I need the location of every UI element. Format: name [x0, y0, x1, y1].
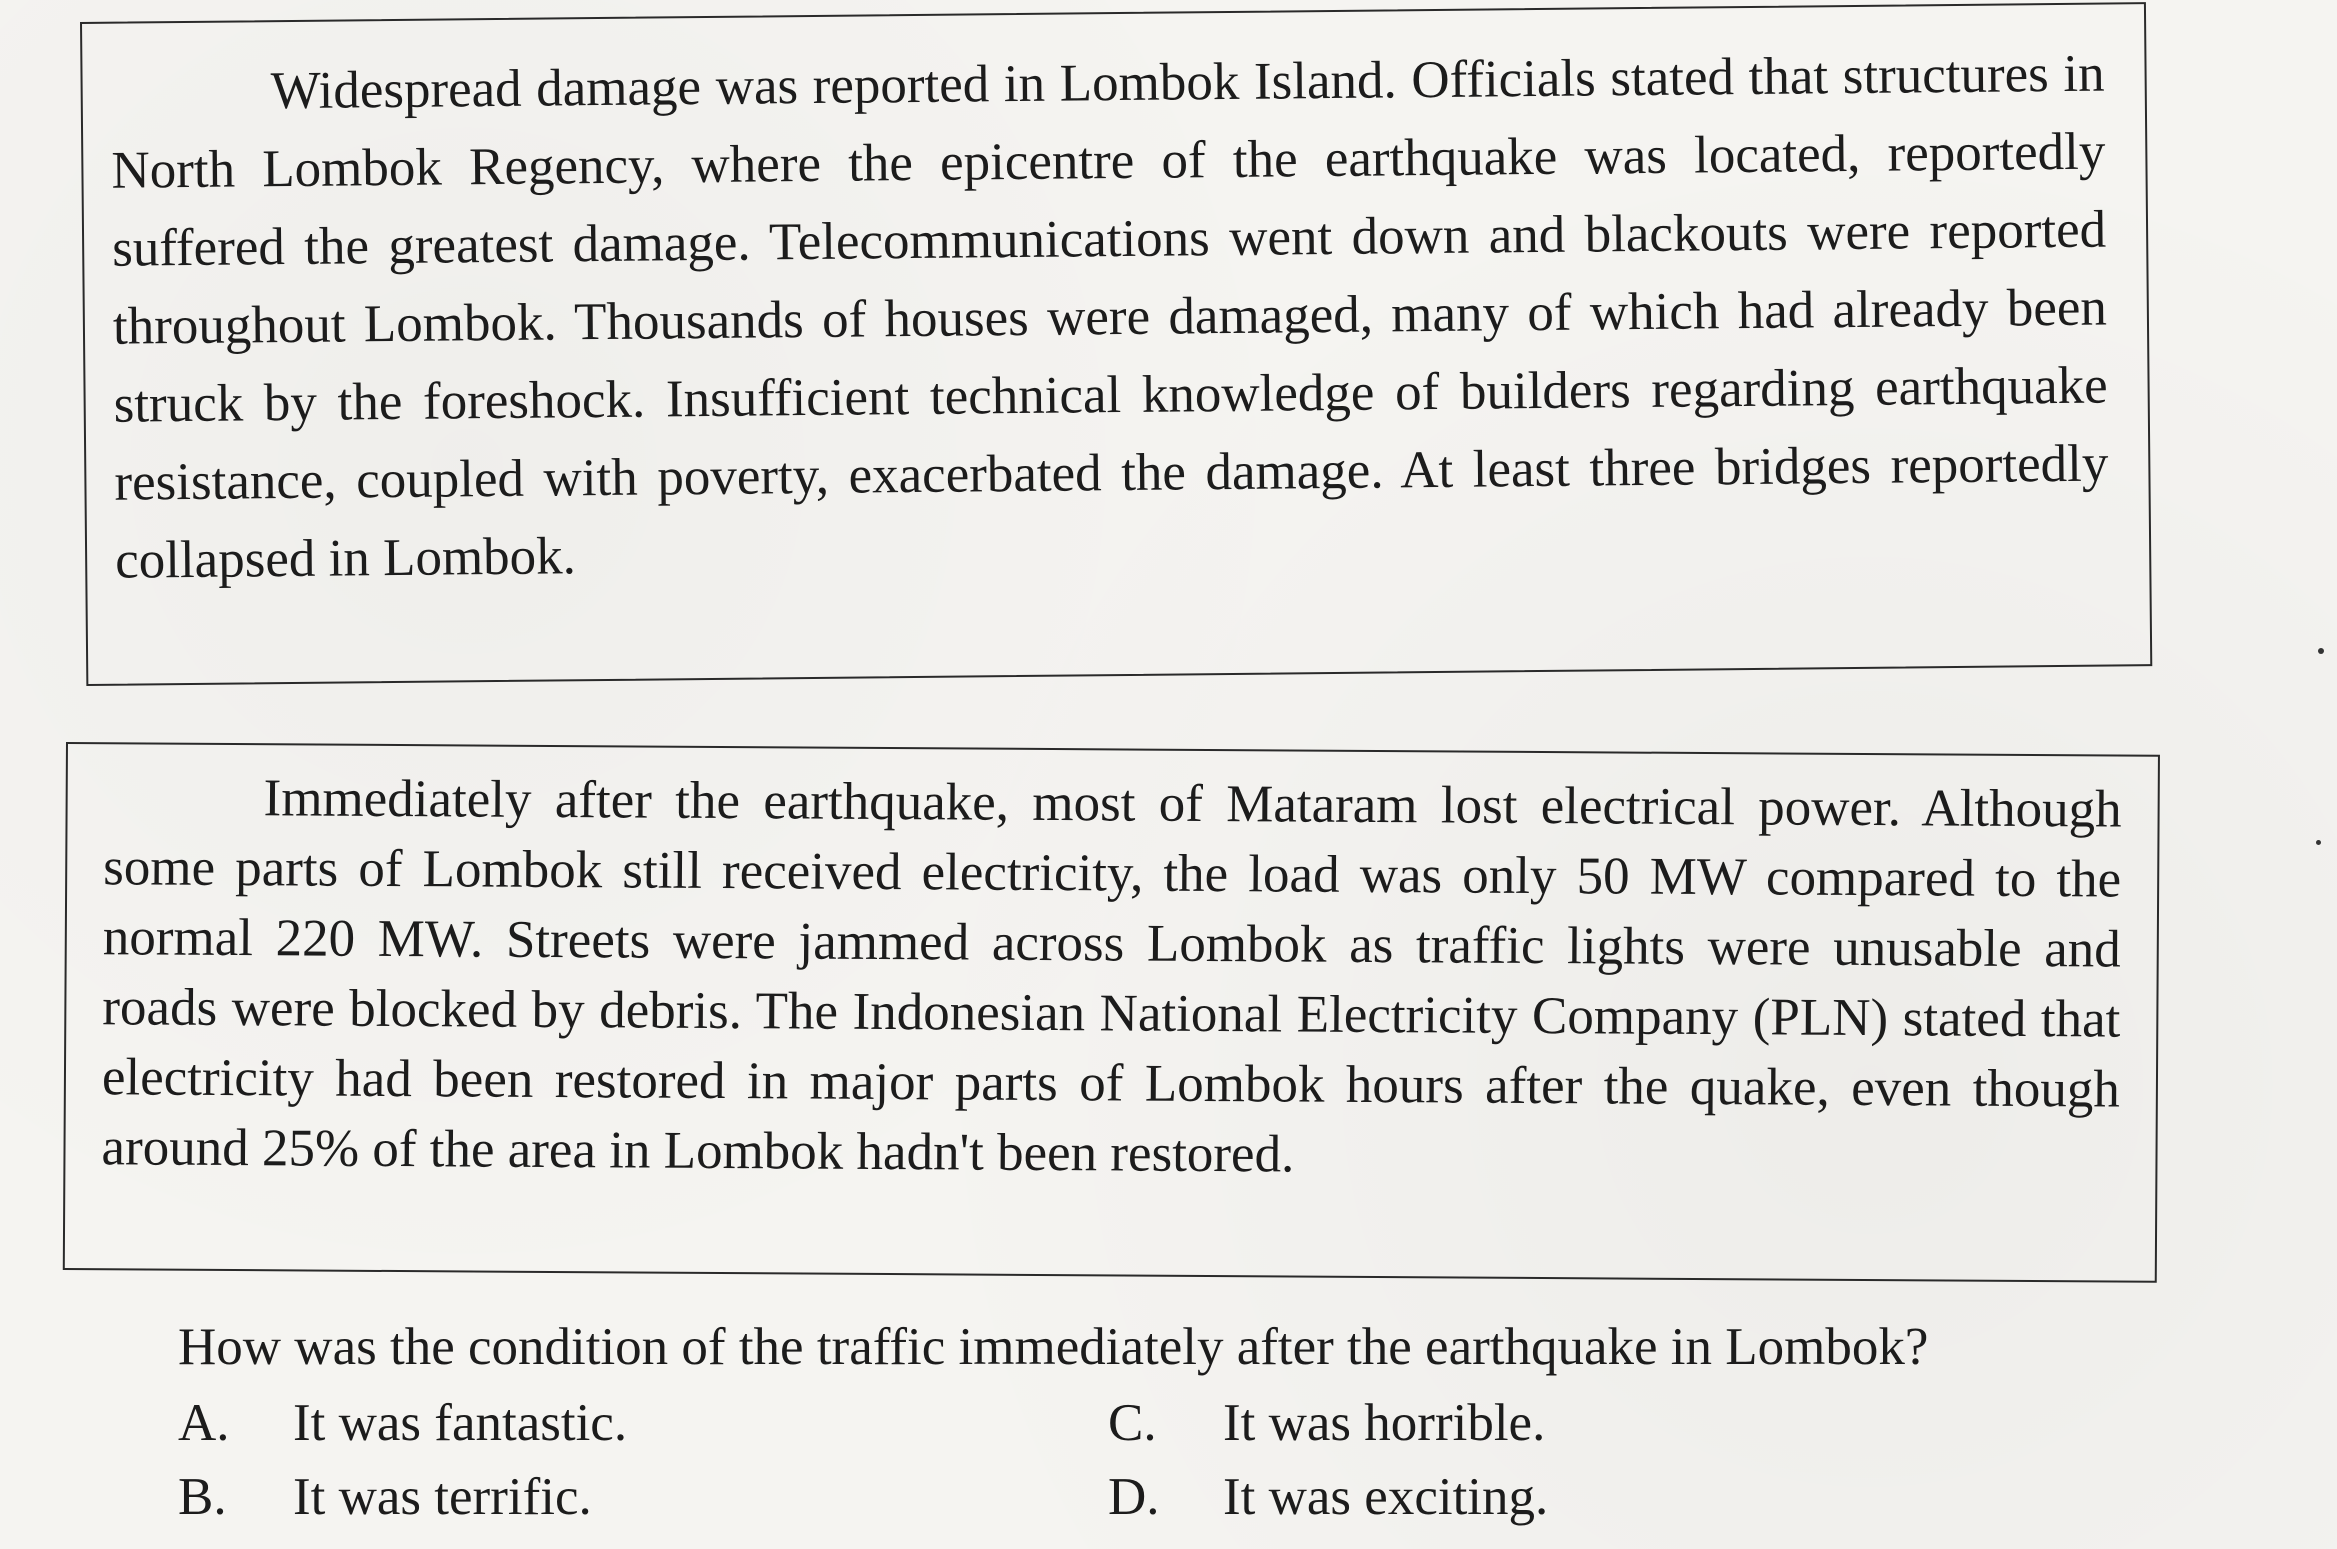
option-text: It was exciting. [1223, 1468, 1549, 1526]
passage-box-2 [63, 742, 2160, 1283]
passage-1-text: Widespread damage was reported in Lombok Island. Officials stated that structures in North Lombok Regency, where the epicentre of the earthquake was located, reportedly suffered the greatest damage. Telecommunications went down and blackouts were reported throughout Lombok. Thousands of houses were damaged, many of which had already been struck by the foreshock. Insufficient technical knowledge of builders regarding earthquake resistance, coupled with poverty, exacerbated the damage. At least three bridges reportedly collapsed in Lombok. [111, 44, 2109, 590]
option-c[interactable] [1108, 1388, 2008, 1458]
option-text: It was horrible. [1223, 1394, 1546, 1452]
scan-speck [2318, 648, 2324, 654]
question-text: How was the condition of the traffic immediately after the earthquake in Lombok? [178, 1318, 1929, 1376]
answer-options [178, 1388, 2178, 1532]
option-letter: B. [178, 1468, 227, 1526]
option-text: It was terrific. [293, 1468, 592, 1526]
question-block [178, 1312, 2178, 1532]
option-text: It was fantastic. [293, 1394, 628, 1452]
option-a[interactable] [178, 1388, 1108, 1458]
option-letter: D. [1108, 1468, 1160, 1526]
passage-2-text: Immediately after the earthquake, most of Mataram lost electrical power. Although some parts of Lombok still received electricity, the load was only 50 MW compared to the normal 220 MW. Streets were jammed across Lombok as traffic lights were unusable and roads were blocked by debris. The Indonesian National Electricity Company (PLN) stated that electricity had been restored in major parts of Lombok hours after the quake, even though around 25% of the area in Lombok hadn't been restored. [101, 769, 2122, 1184]
option-b[interactable] [178, 1462, 1108, 1532]
passage-box-1 [80, 2, 2152, 686]
scan-speck [2316, 840, 2321, 845]
option-letter: C. [1108, 1394, 1157, 1452]
option-d[interactable] [1108, 1462, 2008, 1532]
option-letter: A. [178, 1394, 230, 1452]
